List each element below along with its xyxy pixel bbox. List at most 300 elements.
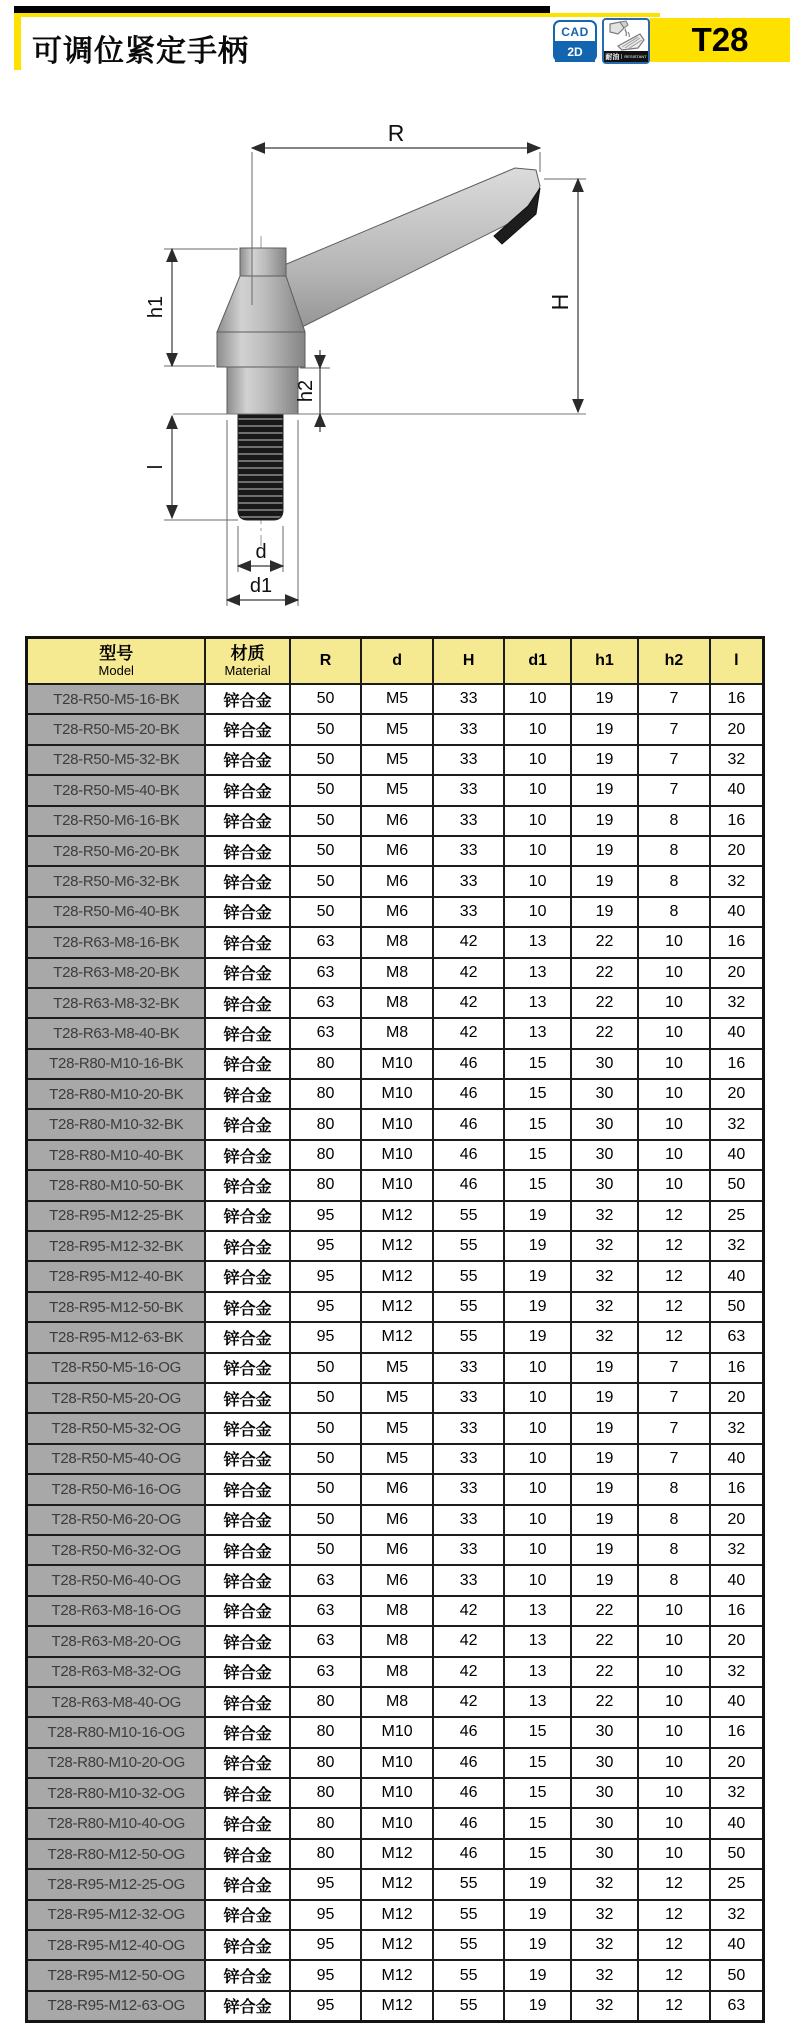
value-cell-R: 80 [290,1808,362,1838]
value-cell-l: 16 [710,1717,764,1747]
value-cell-H: 33 [433,897,505,927]
value-cell-H: 55 [433,1261,505,1291]
value-cell-h2: 7 [638,684,710,714]
value-cell-h2: 12 [638,1231,710,1261]
material-cell: 锌合金 [205,1505,289,1535]
dim-label-l: l [145,464,167,470]
value-cell-H: 46 [433,1170,505,1200]
material-cell: 锌合金 [205,1474,289,1504]
value-cell-d: M12 [361,1231,433,1261]
value-cell-d: M5 [361,1383,433,1413]
value-cell-H: 33 [433,684,505,714]
table-row [27,1231,764,1261]
table-row [27,1018,764,1048]
value-cell-R: 50 [290,1505,362,1535]
value-cell-h1: 22 [571,1596,638,1626]
value-cell-h2: 7 [638,1383,710,1413]
table-row [27,745,764,775]
value-cell-R: 50 [290,806,362,836]
value-cell-l: 16 [710,927,764,957]
value-cell-d: M10 [361,1748,433,1778]
value-cell-H: 42 [433,1687,505,1717]
value-cell-R: 80 [290,1049,362,1079]
table-row [27,775,764,805]
value-cell-d: M5 [361,1413,433,1443]
value-cell-R: 50 [290,866,362,896]
value-cell-h1: 22 [571,927,638,957]
value-cell-h1: 22 [571,1626,638,1656]
value-cell-l: 16 [710,1353,764,1383]
value-cell-h1: 19 [571,714,638,744]
value-cell-R: 80 [290,1839,362,1869]
value-cell-h2: 10 [638,927,710,957]
material-cell: 锌合金 [205,1535,289,1565]
value-cell-H: 33 [433,1353,505,1383]
value-cell-h2: 10 [638,988,710,1018]
value-cell-d1: 10 [504,684,570,714]
value-cell-d1: 19 [504,1322,570,1352]
value-cell-d1: 10 [504,1383,570,1413]
value-cell-h2: 7 [638,1353,710,1383]
col-header-model-en: Model [98,663,134,678]
value-cell-d1: 10 [504,775,570,805]
material-cell: 锌合金 [205,1018,289,1048]
value-cell-d: M10 [361,1079,433,1109]
value-cell-H: 55 [433,1292,505,1322]
value-cell-d: M6 [361,806,433,836]
value-cell-R: 50 [290,714,362,744]
material-cell: 锌合金 [205,745,289,775]
value-cell-h1: 19 [571,1444,638,1474]
oil-label-en: RESISTANT [621,54,646,59]
value-cell-R: 63 [290,958,362,988]
value-cell-R: 95 [290,1201,362,1231]
value-cell-H: 55 [433,1231,505,1261]
value-cell-h2: 12 [638,1991,710,2022]
material-cell: 锌合金 [205,1079,289,1109]
part-number-badge: T28 [650,18,790,62]
value-cell-R: 63 [290,927,362,957]
value-cell-h1: 32 [571,1991,638,2022]
table-row [27,1079,764,1109]
material-cell: 锌合金 [205,958,289,988]
value-cell-l: 20 [710,1748,764,1778]
value-cell-h1: 30 [571,1748,638,1778]
value-cell-h1: 30 [571,1140,638,1170]
material-cell: 锌合金 [205,1839,289,1869]
value-cell-h1: 19 [571,775,638,805]
material-cell: 锌合金 [205,1444,289,1474]
value-cell-l: 20 [710,1505,764,1535]
value-cell-R: 95 [290,1231,362,1261]
value-cell-h2: 8 [638,1474,710,1504]
material-cell: 锌合金 [205,1292,289,1322]
model-cell: T28-R63-M8-20-BK [27,958,206,988]
value-cell-R: 80 [290,1687,362,1717]
model-cell: T28-R95-M12-25-OG [27,1869,206,1899]
value-cell-H: 33 [433,745,505,775]
value-cell-h2: 7 [638,714,710,744]
model-cell: T28-R50-M5-40-BK [27,775,206,805]
value-cell-h1: 22 [571,1018,638,1048]
value-cell-d1: 10 [504,714,570,744]
value-cell-d: M12 [361,1261,433,1291]
value-cell-h1: 19 [571,806,638,836]
value-cell-d: M8 [361,1687,433,1717]
value-cell-d1: 19 [504,1991,570,2022]
value-cell-H: 42 [433,1018,505,1048]
material-cell: 锌合金 [205,1170,289,1200]
value-cell-d1: 19 [504,1261,570,1291]
cad-2d-label: 2D [555,41,595,62]
value-cell-d: M10 [361,1778,433,1808]
value-cell-H: 33 [433,775,505,805]
table-row [27,1687,764,1717]
table-row [27,1353,764,1383]
material-cell: 锌合金 [205,1626,289,1656]
value-cell-l: 16 [710,1596,764,1626]
material-cell: 锌合金 [205,1596,289,1626]
value-cell-d1: 15 [504,1170,570,1200]
value-cell-R: 80 [290,1748,362,1778]
oil-label-cn: 耐油 [605,53,620,61]
value-cell-l: 20 [710,836,764,866]
value-cell-h1: 30 [571,1717,638,1747]
value-cell-H: 42 [433,988,505,1018]
value-cell-d: M6 [361,897,433,927]
value-cell-h2: 7 [638,1413,710,1443]
value-cell-h2: 10 [638,1140,710,1170]
model-cell: T28-R80-M10-20-OG [27,1748,206,1778]
value-cell-d: M10 [361,1170,433,1200]
value-cell-l: 40 [710,1565,764,1595]
value-cell-d: M8 [361,988,433,1018]
value-cell-h1: 19 [571,1353,638,1383]
model-cell: T28-R80-M10-16-BK [27,1049,206,1079]
material-cell: 锌合金 [205,1930,289,1960]
value-cell-h2: 10 [638,1778,710,1808]
value-cell-R: 95 [290,1261,362,1291]
value-cell-d: M12 [361,1839,433,1869]
material-cell: 锌合金 [205,806,289,836]
value-cell-R: 63 [290,1657,362,1687]
value-cell-H: 33 [433,1505,505,1535]
boss-cylinder [217,332,305,367]
model-cell: T28-R80-M10-32-BK [27,1109,206,1139]
value-cell-d: M12 [361,1930,433,1960]
value-cell-h1: 32 [571,1900,638,1930]
value-cell-h2: 10 [638,1657,710,1687]
spec-table [25,636,765,2023]
model-cell: T28-R80-M10-50-BK [27,1170,206,1200]
model-cell: T28-R95-M12-50-BK [27,1292,206,1322]
value-cell-R: 80 [290,1170,362,1200]
table-row [27,1596,764,1626]
value-cell-h1: 32 [571,1261,638,1291]
value-cell-d1: 15 [504,1717,570,1747]
value-cell-h2: 10 [638,1717,710,1747]
model-cell: T28-R95-M12-40-BK [27,1261,206,1291]
value-cell-R: 50 [290,775,362,805]
value-cell-d: M10 [361,1808,433,1838]
value-cell-R: 50 [290,1413,362,1443]
value-cell-H: 33 [433,866,505,896]
table-row [27,1930,764,1960]
value-cell-d1: 19 [504,1201,570,1231]
value-cell-d1: 13 [504,1018,570,1048]
model-cell: T28-R50-M5-20-BK [27,714,206,744]
value-cell-h1: 19 [571,866,638,896]
model-cell: T28-R50-M6-32-BK [27,866,206,896]
material-cell: 锌合金 [205,1322,289,1352]
material-cell: 锌合金 [205,1717,289,1747]
value-cell-h1: 32 [571,1231,638,1261]
value-cell-l: 40 [710,1808,764,1838]
value-cell-H: 33 [433,714,505,744]
table-row [27,1657,764,1687]
value-cell-H: 42 [433,958,505,988]
value-cell-d: M5 [361,1444,433,1474]
value-cell-R: 50 [290,1444,362,1474]
value-cell-h2: 12 [638,1201,710,1231]
material-cell: 锌合金 [205,1960,289,1990]
value-cell-h2: 10 [638,1626,710,1656]
value-cell-R: 95 [290,1869,362,1899]
value-cell-H: 42 [433,1657,505,1687]
value-cell-h1: 19 [571,745,638,775]
value-cell-R: 63 [290,1018,362,1048]
table-row [27,1565,764,1595]
value-cell-d1: 10 [504,897,570,927]
value-cell-H: 46 [433,1049,505,1079]
value-cell-d: M5 [361,775,433,805]
col-header-d1: d1 [504,638,570,685]
value-cell-l: 40 [710,1018,764,1048]
table-row [27,1778,764,1808]
model-cell: T28-R50-M6-16-OG [27,1474,206,1504]
col-header-material [205,638,289,685]
value-cell-l: 20 [710,958,764,988]
dim-label-H: H [547,293,573,311]
table-row [27,714,764,744]
table-row [27,1383,764,1413]
col-header-H: H [433,638,505,685]
value-cell-h1: 19 [571,1413,638,1443]
value-cell-d: M12 [361,1292,433,1322]
value-cell-l: 32 [710,1535,764,1565]
material-cell: 锌合金 [205,1900,289,1930]
value-cell-d1: 13 [504,1657,570,1687]
value-cell-d1: 10 [504,1565,570,1595]
value-cell-l: 20 [710,1626,764,1656]
value-cell-l: 50 [710,1292,764,1322]
value-cell-H: 46 [433,1140,505,1170]
value-cell-H: 33 [433,836,505,866]
value-cell-H: 55 [433,1869,505,1899]
value-cell-l: 40 [710,1140,764,1170]
value-cell-R: 50 [290,1383,362,1413]
value-cell-l: 20 [710,1383,764,1413]
value-cell-h1: 32 [571,1322,638,1352]
dim-label-h2: h2 [295,379,317,403]
table-row [27,1170,764,1200]
value-cell-l: 63 [710,1322,764,1352]
material-cell: 锌合金 [205,714,289,744]
value-cell-l: 50 [710,1960,764,1990]
material-cell: 锌合金 [205,684,289,714]
h2-collar-cylinder [227,367,298,414]
model-cell: T28-R63-M8-32-BK [27,988,206,1018]
value-cell-R: 80 [290,1079,362,1109]
value-cell-h2: 7 [638,1444,710,1474]
material-cell: 锌合金 [205,775,289,805]
value-cell-H: 33 [433,1565,505,1595]
value-cell-d: M6 [361,1474,433,1504]
value-cell-h2: 10 [638,1018,710,1048]
value-cell-d: M6 [361,1505,433,1535]
model-cell: T28-R63-M8-40-OG [27,1687,206,1717]
value-cell-d: M10 [361,1049,433,1079]
value-cell-d1: 13 [504,1687,570,1717]
value-cell-d: M6 [361,866,433,896]
value-cell-d: M10 [361,1140,433,1170]
material-cell: 锌合金 [205,1687,289,1717]
value-cell-h2: 8 [638,897,710,927]
table-row [27,1292,764,1322]
value-cell-h1: 30 [571,1049,638,1079]
model-cell: T28-R50-M6-40-BK [27,897,206,927]
value-cell-H: 46 [433,1748,505,1778]
value-cell-d: M10 [361,1109,433,1139]
value-cell-l: 32 [710,1900,764,1930]
col-header-h2: h2 [638,638,710,685]
value-cell-d1: 10 [504,1413,570,1443]
table-row [27,988,764,1018]
value-cell-d1: 15 [504,1778,570,1808]
table-row [27,1201,764,1231]
value-cell-h2: 8 [638,806,710,836]
model-cell: T28-R50-M5-32-BK [27,745,206,775]
value-cell-h1: 32 [571,1960,638,1990]
value-cell-d1: 10 [504,1444,570,1474]
value-cell-R: 95 [290,1322,362,1352]
value-cell-d1: 10 [504,1353,570,1383]
model-cell: T28-R95-M12-50-OG [27,1960,206,1990]
value-cell-l: 40 [710,1444,764,1474]
value-cell-R: 95 [290,1900,362,1930]
table-row [27,1109,764,1139]
model-cell: T28-R80-M10-20-BK [27,1079,206,1109]
value-cell-R: 80 [290,1778,362,1808]
model-cell: T28-R80-M12-50-OG [27,1839,206,1869]
model-cell: T28-R50-M6-40-OG [27,1565,206,1595]
table-row [27,1808,764,1838]
value-cell-R: 63 [290,988,362,1018]
material-cell: 锌合金 [205,1565,289,1595]
value-cell-d1: 10 [504,836,570,866]
model-cell: T28-R63-M8-20-OG [27,1626,206,1656]
value-cell-d: M12 [361,1322,433,1352]
value-cell-l: 32 [710,1657,764,1687]
model-cell: T28-R50-M5-32-OG [27,1413,206,1443]
value-cell-h2: 10 [638,1808,710,1838]
model-cell: T28-R63-M8-16-BK [27,927,206,957]
table-row [27,1991,764,2022]
value-cell-h1: 32 [571,1201,638,1231]
value-cell-h1: 32 [571,1869,638,1899]
model-cell: T28-R63-M8-40-BK [27,1018,206,1048]
table-row [27,684,764,714]
model-cell: T28-R95-M12-25-BK [27,1201,206,1231]
value-cell-R: 50 [290,1353,362,1383]
material-cell: 锌合金 [205,866,289,896]
value-cell-l: 32 [710,1413,764,1443]
value-cell-l: 40 [710,775,764,805]
value-cell-l: 63 [710,1991,764,2022]
value-cell-d1: 19 [504,1900,570,1930]
table-row [27,1960,764,1990]
value-cell-h1: 19 [571,684,638,714]
model-cell: T28-R95-M12-40-OG [27,1930,206,1960]
value-cell-H: 55 [433,1960,505,1990]
value-cell-d1: 10 [504,806,570,836]
value-cell-l: 32 [710,988,764,1018]
value-cell-h2: 12 [638,1930,710,1960]
value-cell-d1: 13 [504,1626,570,1656]
value-cell-l: 25 [710,1201,764,1231]
value-cell-d1: 15 [504,1839,570,1869]
material-cell: 锌合金 [205,1140,289,1170]
col-header-material-en: Material [224,663,271,678]
cad-icon-label: CAD [561,24,589,39]
value-cell-h1: 30 [571,1839,638,1869]
value-cell-h1: 22 [571,988,638,1018]
value-cell-h1: 30 [571,1079,638,1109]
value-cell-h1: 19 [571,1505,638,1535]
value-cell-h2: 10 [638,1049,710,1079]
value-cell-h1: 22 [571,958,638,988]
table-row [27,866,764,896]
value-cell-l: 16 [710,684,764,714]
value-cell-h1: 30 [571,1808,638,1838]
value-cell-d: M8 [361,1626,433,1656]
value-cell-d1: 15 [504,1109,570,1139]
material-cell: 锌合金 [205,897,289,927]
value-cell-d: M12 [361,1869,433,1899]
col-header-material-zh: 材质 [230,644,265,663]
value-cell-h2: 8 [638,836,710,866]
model-cell: T28-R95-M12-63-BK [27,1322,206,1352]
value-cell-h1: 30 [571,1109,638,1139]
dim-label-h1: h1 [145,295,167,319]
material-cell: 锌合金 [205,1201,289,1231]
model-cell: T28-R63-M8-32-OG [27,1657,206,1687]
value-cell-d: M6 [361,1565,433,1595]
value-cell-d1: 15 [504,1049,570,1079]
value-cell-h1: 19 [571,1565,638,1595]
value-cell-l: 32 [710,745,764,775]
model-cell: T28-R50-M5-16-OG [27,1353,206,1383]
value-cell-d: M5 [361,684,433,714]
value-cell-d1: 15 [504,1079,570,1109]
value-cell-l: 20 [710,714,764,744]
value-cell-h1: 19 [571,1535,638,1565]
value-cell-h2: 10 [638,1687,710,1717]
value-cell-l: 20 [710,1079,764,1109]
value-cell-H: 33 [433,1474,505,1504]
material-cell: 锌合金 [205,1261,289,1291]
table-row [27,897,764,927]
